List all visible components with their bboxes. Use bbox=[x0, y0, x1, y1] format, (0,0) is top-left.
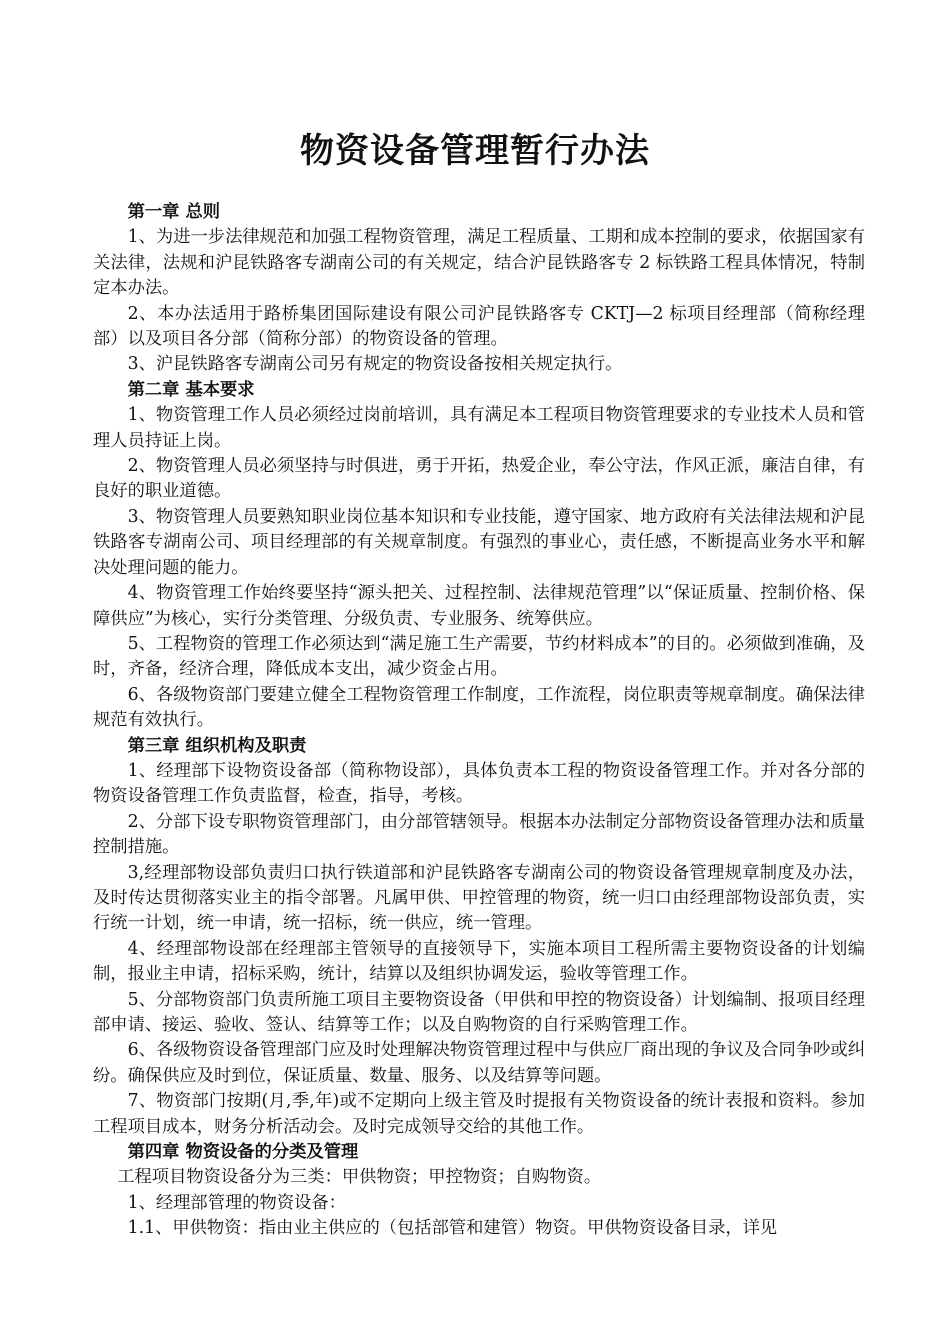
paragraph: 3、沪昆铁路客专湖南公司另有规定的物资设备按相关规定执行。 bbox=[127, 354, 623, 375]
paragraph: 工程项目物资设备分为三类：甲供物资；甲控物资；自购物资。 bbox=[117, 1167, 602, 1188]
chapter-heading: 第三章 组织机构及职责 bbox=[127, 735, 307, 756]
document-title: 物资设备管理暂行办法 bbox=[300, 131, 650, 171]
paragraph: 4、经理部物设部在经理部主管领导的直接领导下，实施本项目工程所需主要物资设备的计划编制，报业主申请，招标采购，统计，结算以及组织协调发运，验收等管理工作。 bbox=[93, 938, 865, 985]
document-body bbox=[93, 200, 865, 1242]
paragraph: 4、物资管理工作始终要坚持“源头把关、过程控制、法律规范管理”以“保证质量、控制价格、保障供应”为核心，实行分类管理、分级负责、专业服务、统筹供应。 bbox=[93, 583, 865, 629]
paragraph: 7、物资部门按期(月,季,年)或不定期向上级主管及时提报有关物资设备的统计表报和资料。参加工程项目成本，财务分析活动会。及时完成领导交给的其他工作。 bbox=[93, 1091, 865, 1137]
chapter-heading: 第二章 基本要求 bbox=[127, 379, 255, 400]
paragraph: 1、经理部管理的物资设备： bbox=[127, 1192, 346, 1213]
chapter-heading: 第一章 总则 bbox=[127, 202, 221, 222]
paragraph: 3,经理部物设部负责归口执行铁道部和沪昆铁路客专湖南公司的物资设备管理规章制度及办法，及时传达贯彻落实业主的指令部署。凡属甲供、甲控管理的物资，统一归口由经理部物设部负责，实行统一计划，统一申请，统一招标，统一供应，统一管理。 bbox=[93, 862, 865, 934]
paragraph: 2、分部下设专职物资管理部门，由分部管辖领导。根据本办法制定分部物资设备管理办法和质量控制措施。 bbox=[93, 811, 865, 858]
paragraph: 6、各级物资部门要建立健全工程物资管理工作制度，工作流程，岗位职责等规章制度。确保法律规范有效执行。 bbox=[93, 684, 865, 731]
paragraph: 2、物资管理人员必须坚持与时俱进，勇于开拓，热爱企业，奉公守法，作风正派，廉洁自律，有良好的职业道德。 bbox=[93, 456, 865, 502]
paragraph: 1、物资管理工作人员必须经过岗前培训，具有满足本工程项目物资管理要求的专业技术人员和管理人员持证上岗。 bbox=[93, 405, 865, 451]
paragraph: 3、物资管理人员要熟知职业岗位基本知识和专业技能，遵守国家、地方政府有关法律法规和沪昆铁路客专湖南公司、项目经理部的有关规章制度。有强烈的事业心，责任感，不断提高业务水平和解决处理问题的能力。 bbox=[93, 506, 865, 578]
paragraph: 5、工程物资的管理工作必须达到“满足施工生产需要，节约材料成本”的目的。必须做到准确，及时，齐备，经济合理，降低成本支出，减少资金占用。 bbox=[93, 633, 865, 680]
paragraph: 5、分部物资部门负责所施工项目主要物资设备（甲供和甲控的物资设备）计划编制、报项目经理部申请、接运、验收、签认、结算等工作；以及自购物资的自行采购管理工作。 bbox=[93, 989, 865, 1035]
paragraph: 1、为进一步法律规范和加强工程物资管理，满足工程质量、工期和成本控制的要求，依据国家有关法律，法规和沪昆铁路客专湖南公司的有关规定，结合沪昆铁路客专 2 标铁路工程具体情况，特制定本办法。 bbox=[93, 227, 865, 299]
paragraph: 6、各级物资设备管理部门应及时处理解决物资管理过程中与供应厂商出现的争议及合同争吵或纠纷。确保供应及时到位，保证质量、数量、服务、以及结算等问题。 bbox=[93, 1040, 865, 1086]
paragraph: 2、本办法适用于路桥集团国际建设有限公司沪昆铁路客专 CKTJ—2 标项目经理部（简称经理部）以及项目各分部（简称分部）的物资设备的管理。 bbox=[93, 303, 865, 350]
paragraph: 1.1、甲供物资：指由业主供应的（包括部管和建管）物资。甲供物资设备目录，详见 bbox=[127, 1218, 778, 1239]
paragraph: 1、经理部下设物资设备部（简称物设部），具体负责本工程的物资设备管理工作。并对各分部的物资设备管理工作负责监督，检查，指导，考核。 bbox=[93, 760, 865, 807]
chapter-heading: 第四章 物资设备的分类及管理 bbox=[127, 1142, 359, 1163]
